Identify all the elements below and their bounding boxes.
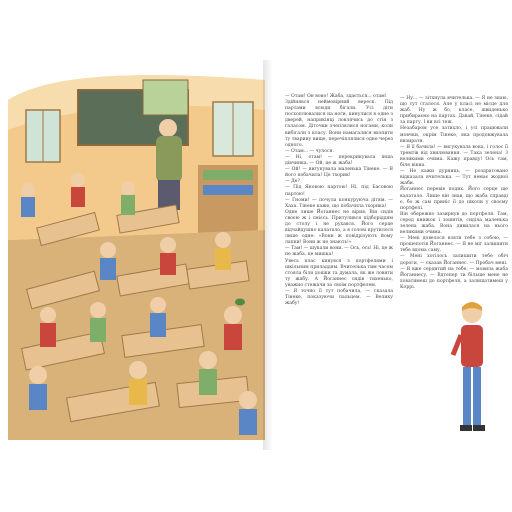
paragraph: Він обережно зазирнув до портфеля. Там, серед книжок і зошитів, сиділа маленька зелена жаба. Вона дивилася на нього великими очима. [400, 211, 508, 236]
paragraph: — Отам! Он воно! Жаба, здається... отам! [285, 94, 387, 99]
boy-figure [447, 295, 497, 445]
paragraph: — Мені довелося взяти тебе з собою, — прошепотів Йоганнес. — Я не міг залишити тебе вдома саму. [400, 236, 508, 254]
paragraph: Йоганнес перевів подих. Його серце ще калатало. Лише він знав, що жаба справді є, бо ж сам приніс її до школи у своєму портфелі. [400, 187, 508, 211]
paragraph: Незабаром усе затихло, і усі працювали мовчки, окрім Тінеке, яка продовжувала визирати. [400, 126, 508, 144]
paragraph: — Не кажи дурниць, — роздратовано відказала вчителька. — Тут немає жодної жаби. [400, 169, 508, 187]
paragraph: — Ой! — вигукувала маленька Тінеке. — Я його побачила! Це тхорик! [285, 167, 393, 179]
left-text-column [285, 94, 393, 307]
paragraph: — Я точно її тут побачила, — сказала Тінеке, показуючи пальцем. — Велику жабу! [285, 289, 393, 307]
classroom-illustration [8, 70, 265, 440]
paragraph: — Під Яновою партою! Ні, під Басовою партою! [285, 185, 393, 197]
paragraph: Здійнявся неймовірний вереск. Під партами всюди бігали. Усі діти посхоплювалися на ноги, кинулися в одне з дверей, наприкінці ловлячись до стін з галасом. Діточки зчеплялися ногами, коли вибігали з класу. Вони намагалися вхопити ту тварину вище, перечіплялися одне через одного. [285, 100, 393, 148]
paragraph: — Ні, отам! — перекрикувала інша дівчинка. — Ой, це ж жаба! [285, 154, 393, 167]
paragraph: — Там! — шукали вони. — Ось, ось! Ні, це ж не жаба, це мишка! [285, 246, 393, 258]
classroom-scene [8, 70, 265, 440]
paragraph: — Гноми! — почула конкуруюча дітям. — Хаха. Тінеке каже, що побачила тхорика! [285, 197, 393, 209]
paragraph: — Отам... — чулося. [285, 148, 334, 154]
paragraph: — Я її бачила! — вигукувала вона, і голос її тремтів від хвилювання. — Така зелена! З великими очима. Кажу правду! Ось там, біля вікна. [400, 144, 508, 169]
frog-icon [235, 299, 245, 306]
boy-illustration [447, 295, 497, 445]
page-gutter [263, 60, 273, 450]
paragraph: — Де? [285, 179, 300, 185]
right-text-column [400, 96, 508, 291]
paragraph: Увесь клас кинувся з портфелями і шкільним приладдям. Вчителька тим часом стояла біля дошки та думала, як же ловити ту жабу. А Йоганнес сидів тихенько, уважно стежачи за своїм портфелем. [285, 258, 393, 288]
paragraph: — Мені хотілось залишити тебе обіч дороги, — сказав Йоганнес. — Пробач мені. [400, 254, 508, 266]
paragraph: — Я вже сердитий на тебе, — мовила жаба Йоганнесу. — Вдтепер ти більше мене не ховатимеш до портфеля, а залишатимеш у Коррі. [400, 266, 508, 290]
paragraph: — Ну... — зітхнула вчителька. — Я не знаю, що тут сталося. Але у класі не місце для жаб. Ну ж бо, класе, швиденько прибираємо на партах. Давай, Тінеке, сідай за парту. І ви всі теж. [400, 96, 508, 126]
paragraph: Одне лише Йоганнес не вірив. Він сидів своєю ж і смієсь. Притулився підборіддям до столу і не рухався. Його серце відчайдушно калатало, а в голові крутилося лише одне: «Вони ж повідрізують йому лапки! Вони ж не знають!» [285, 209, 393, 246]
